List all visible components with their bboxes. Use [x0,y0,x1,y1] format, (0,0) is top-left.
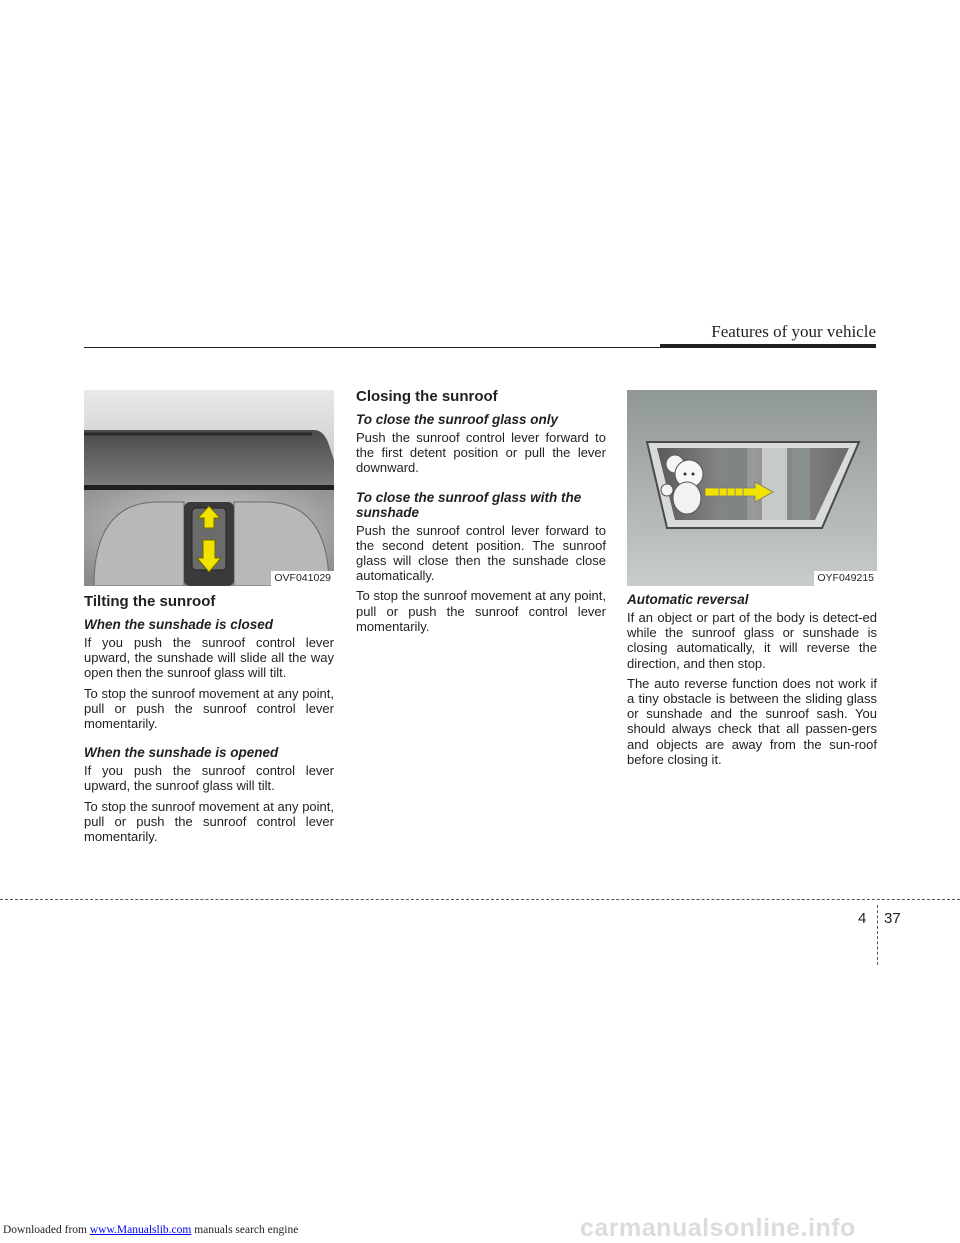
heading-closing: Closing the sunroof [356,388,498,405]
column-auto-reversal [627,592,877,772]
subheading-sunshade-opened: When the sunshade is opened [84,745,279,761]
paragraph: The auto reverse function does not work if a tiny obstacle is between the sliding glass or sunshade and the sunroof sash. You should always check that all passen-gers and objects are away from the sun-roof before closing it. [627,675,877,767]
sunroof-lever-illustration [84,390,334,586]
auto-reversal-illustration [627,390,877,586]
figure-sunroof-lever [84,390,334,586]
figure-code: OVF041029 [271,571,334,586]
subheading-glass-only: To close the sunroof glass only [356,412,559,427]
subheading-glass-with-sunshade: To close the sunroof glass with the sunshade [356,489,582,520]
paragraph: If an object or part of the body is detect-ed while the sunroof glass or sunshade is closing automatically, it will reverse the direction, and then stop. [627,610,877,671]
column-tilting [84,593,334,849]
footer-suffix: manuals search engine [194,1224,299,1236]
paragraph: To stop the sunroof movement at any point, pull or push the sunroof control lever momentarily. [356,588,606,634]
heading-tilting: Tilting the sunroof [84,593,216,610]
trim-line-horizontal [0,899,960,900]
download-footer [3,1224,298,1236]
figure-auto-reversal [627,390,877,586]
section-title: Features of your vehicle [711,322,876,341]
subheading-sunshade-closed: When the sunshade is closed [84,617,274,632]
paragraph: To stop the sunroof movement at any point, pull or push the sunroof control lever momentarily. [84,685,334,732]
chapter-number: 4 [858,910,867,927]
paragraph: Push the sunroof control lever forward to the second detent position. The sunroof glass will close then the sunshade close automatically. [356,522,606,584]
watermark: carmanualsonline.info [580,1214,856,1242]
paragraph: If you push the sunroof control lever upward, the sunshade will slide all the way open then the sunroof glass will tilt. [84,635,334,681]
figure-code: OYF049215 [814,571,877,586]
column-closing [356,388,606,639]
subheading-auto-reversal: Automatic reversal [627,592,749,607]
trim-line-vertical [877,905,878,965]
header-rule-accent [660,344,876,348]
paragraph: To stop the sunroof movement at any point, pull or push the sunroof control lever momentarily. [84,798,334,845]
paragraph: Push the sunroof control lever forward to the first detent position or pull the lever downward. [356,430,606,476]
paragraph: If you push the sunroof control lever upward, the sunroof glass will tilt. [84,763,334,794]
footer-prefix: Downloaded from [3,1224,87,1236]
manualslib-link[interactable]: www.Manualslib.com [89,1224,192,1236]
page-number: 37 [884,910,901,927]
